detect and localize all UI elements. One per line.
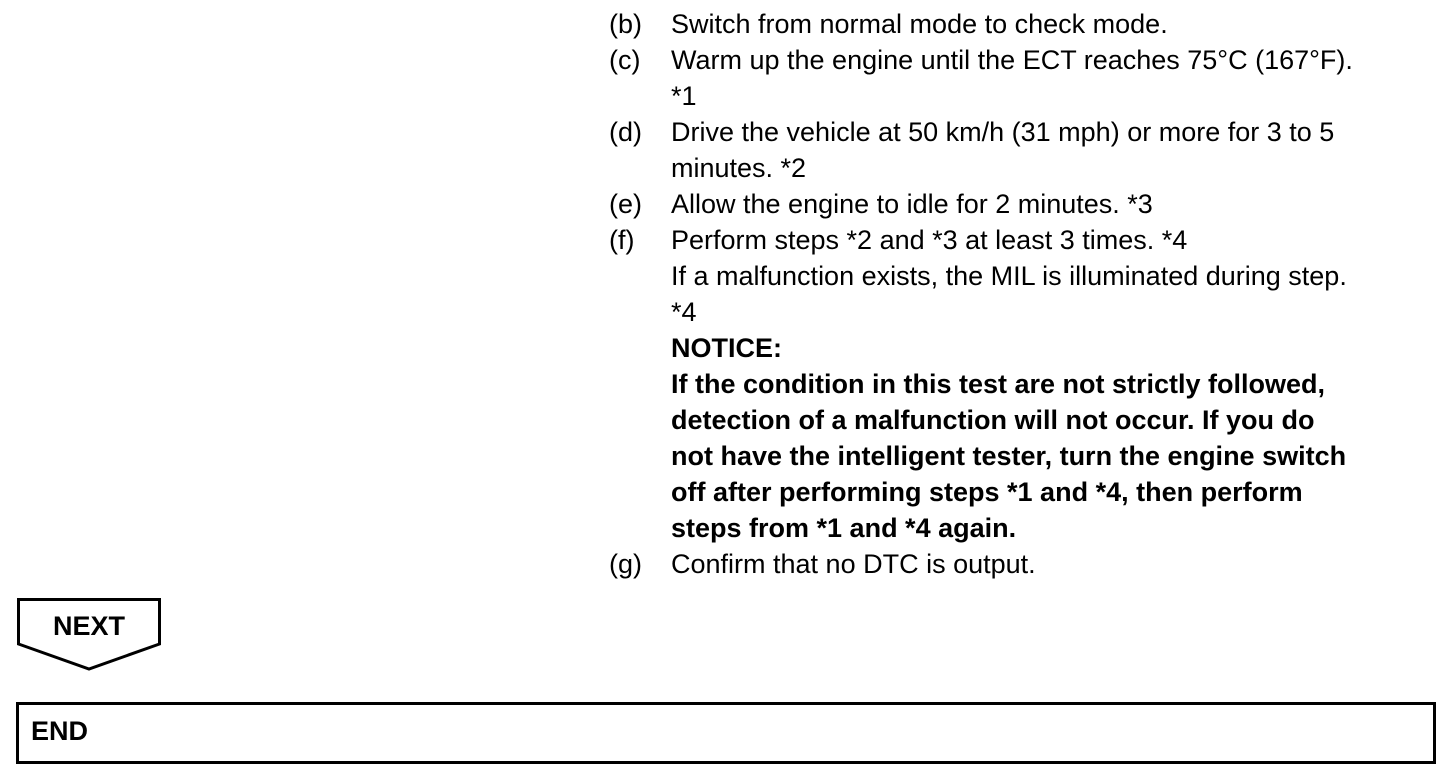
step-line: Confirm that no DTC is output. [671,549,1036,579]
step-letter: (c) [609,45,641,75]
step-text [671,222,1439,546]
step-text [671,546,1439,582]
step-text [671,114,1439,186]
step-text [671,42,1439,114]
step-b [609,6,1439,42]
step-line: *4 [671,297,697,327]
step-line: Warm up the engine until the ECT reaches 75°C (167°F). [671,45,1353,75]
step-line: minutes. *2 [671,153,807,183]
step-g [609,546,1439,582]
step-line: Switch from normal mode to check mode. [671,9,1168,39]
step-text [671,6,1439,42]
notice-line: off after performing steps *1 and *4, then perform [671,477,1303,507]
notice-heading: NOTICE: [671,333,782,363]
step-line: Perform steps *2 and *3 at least 3 times. *4 [671,225,1188,255]
step-c [609,42,1439,114]
step-line: *1 [671,81,697,111]
step-text [671,186,1439,222]
step-line: Allow the engine to idle for 2 minutes. *3 [671,189,1153,219]
notice-line: detection of a malfunction will not occur. If you do [671,405,1315,435]
step-letter: (d) [609,117,642,147]
step-e [609,186,1439,222]
next-arrow-box [17,598,165,672]
procedure-steps [609,6,1439,582]
end-label: END [31,716,89,746]
step-line: Drive the vehicle at 50 km/h (31 mph) or more for 3 to 5 [671,117,1335,147]
step-d [609,114,1439,186]
notice-line: not have the intelligent tester, turn the engine switch [671,441,1347,471]
notice-line: steps from *1 and *4 again. [671,513,1017,543]
notice-line: If the condition in this test are not strictly followed, [671,369,1326,399]
next-label: NEXT [52,611,125,641]
step-line: If a malfunction exists, the MIL is illuminated during step. [671,261,1347,291]
step-letter: (f) [609,225,635,255]
step-f [609,222,1439,546]
step-letter: (b) [609,9,642,39]
end-box [16,702,1436,764]
step-letter: (g) [609,549,642,579]
step-letter: (e) [609,189,642,219]
